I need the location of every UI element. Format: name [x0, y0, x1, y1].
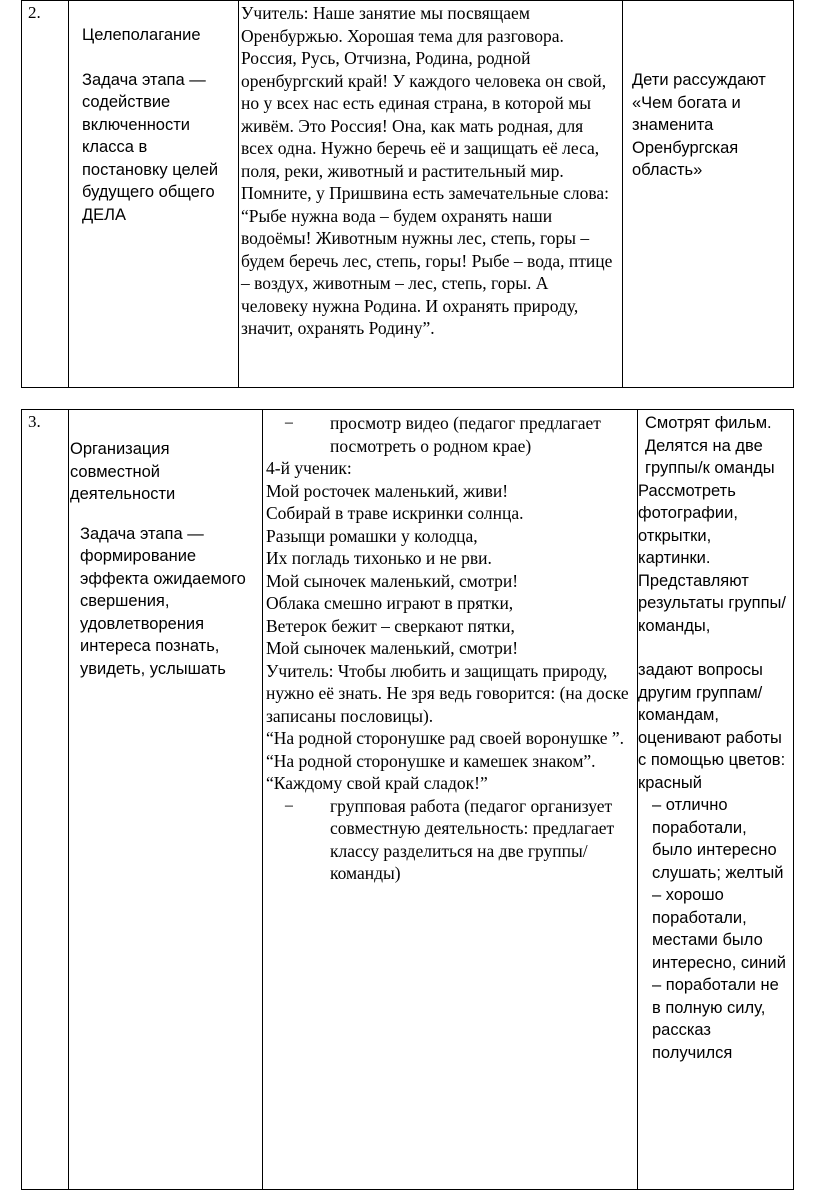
- lesson-table-row-2: [21, 0, 794, 388]
- poem-line: Ветерок бежит – сверкают пятки,: [266, 615, 515, 636]
- row-number: [22, 1, 69, 388]
- proverb: “На родной сторонушке и камешек знаком”.: [266, 750, 596, 771]
- students-s3: задают вопросы другим группам/ командам, оценивают работы с помощью цветов: красный: [638, 661, 786, 792]
- teacher-words: Учитель: Чтобы любить и защищать природу, нужно её знать. Не зря ведь говорится: (на доске записаны пословицы).: [266, 660, 629, 726]
- poem-line: Мой росточек маленький, живи!: [266, 480, 509, 501]
- table-row: [22, 1, 794, 388]
- stage-cell: [69, 1, 239, 388]
- teacher-text: Учитель: Наше занятие мы посвящаем Оренбуржью. Хорошая тема для разговора. Россия, Русь, Отчизна, Родина, родной оренбургский край! У каждого человека он свой, но у всех нас есть единая страна, в которой мы живём. Это Россия! Она, как мать родная, для всех одна. Нужно беречь её и защищать её леса, поля, реки, животный и растительный мир. Помните, у Пришвина есть замечательные слова: “Рыбе нужна вода – будем охранять наши водоёмы! Животным нужны лес, степь, горы – будем беречь лес, степь, горы! Рыбе – вода, птице – воздух, животным – лес, степь, горы. А человеку нужна Родина. И охранять природу, значит, охранять Родину”.: [241, 3, 613, 338]
- poem-line: Мой сыночек маленький, смотри!: [266, 638, 519, 658]
- dash-marker: −: [284, 413, 294, 433]
- stage-title: Целеполагание: [82, 26, 201, 44]
- students-s2: Рассмотреть фотографии, открытки, картинки. Представляют результаты группы/команды,: [638, 481, 786, 635]
- proverb: “На родной сторонушке рад своей воронушке ”.: [266, 728, 625, 748]
- student-label: 4-й ученик:: [266, 458, 352, 478]
- stage-task: Задача этапа — содействие включенности класса в постановку целей будущего общего ДЕЛА: [82, 70, 219, 224]
- stage-content: [69, 1, 238, 226]
- video-item: [266, 412, 631, 457]
- table-row: [22, 410, 794, 1190]
- students-text: Дети рассуждают «Чем богата и знаменита Оренбургская область»: [632, 71, 766, 179]
- students-s4: – отлично поработали, было интересно слушать; желтый – хорошо поработали, местами было интересно, синий – поработали не в полную силу, рассказ получился: [652, 796, 786, 1062]
- group-work-item: [266, 795, 631, 885]
- dash-marker: −: [284, 795, 294, 816]
- row-number-text: 3.: [28, 412, 41, 431]
- poem-line: Облака смешно играют в прятки,: [266, 593, 514, 613]
- group-work-text: групповая работа (педагог организует совместную деятельность: предлагает классу разделиться на две группы/команды): [330, 795, 615, 883]
- students-cell: [623, 1, 794, 388]
- video-item-text: просмотр видео (педагог предлагает посмотреть о родном крае): [330, 413, 601, 456]
- poem-line: Собирай в траве искринки солнца.: [266, 503, 524, 523]
- poem-line: Разыщи ромашки у колодца,: [266, 525, 478, 546]
- poem-line: Их погладь тихонько и не рви.: [266, 548, 492, 568]
- teacher-content: [263, 410, 637, 885]
- stage-cell: [69, 410, 263, 1190]
- stage-title: Организация совместной деятельности: [70, 440, 176, 503]
- students-s1: Смотрят фильм. Делятся на две группы/к оманды: [645, 414, 775, 477]
- poem-line: Мой сыночек маленький, смотри!: [266, 570, 519, 591]
- teacher-cell: [263, 410, 638, 1190]
- teacher-cell: [239, 1, 623, 388]
- students-cell: [638, 410, 794, 1190]
- row-number-text: 2.: [28, 3, 41, 22]
- row-number: [22, 410, 69, 1190]
- lesson-table-row-3: [21, 409, 794, 1190]
- proverb: “Каждому свой край сладок!”: [266, 773, 488, 793]
- stage-task: Задача этапа — формирование эффекта ожидаемого свершения, удовлетворения интереса познать, увидеть, услышать: [80, 524, 246, 678]
